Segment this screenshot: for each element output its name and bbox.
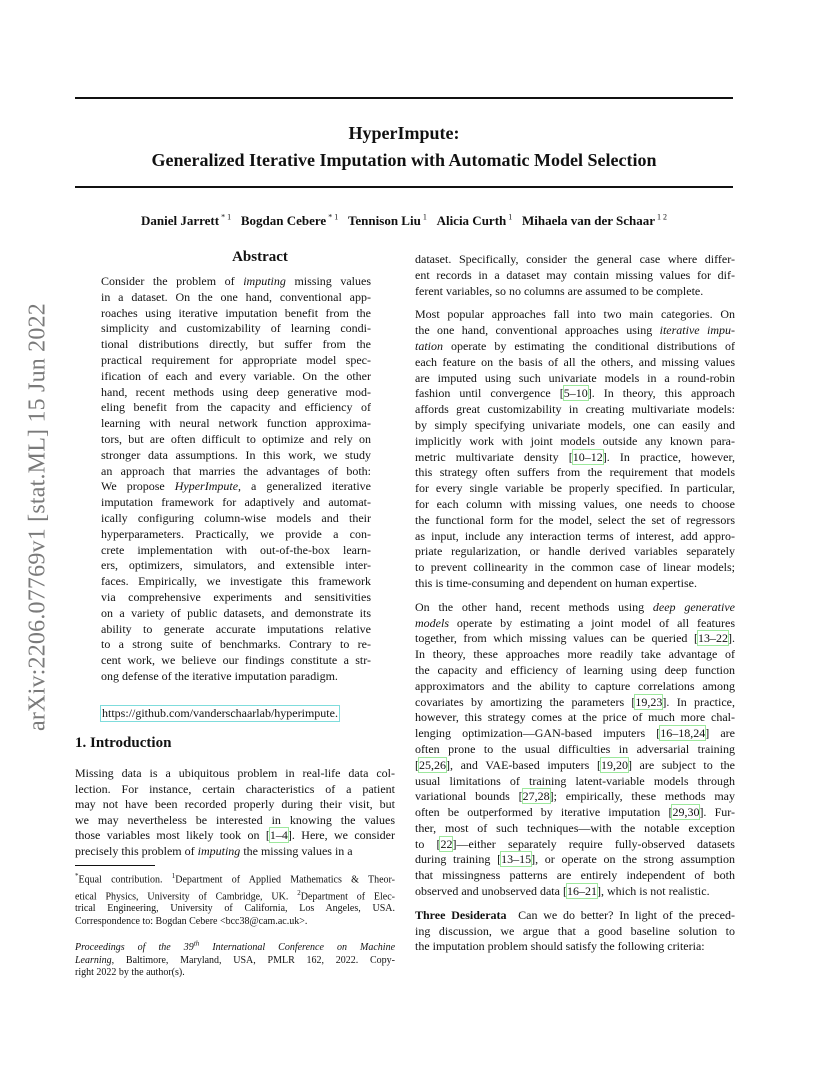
arxiv-stamp xyxy=(26,287,50,747)
para3-line: however, this strategy comes at the price of much more chal- xyxy=(415,710,735,725)
paragraph-2 xyxy=(415,307,735,591)
para2-line: are imputed using such univariate models in a round-robin xyxy=(415,370,735,385)
para2-line: Most popular approaches fall into two main categories. On xyxy=(415,307,735,322)
paragraph-3 xyxy=(415,600,735,900)
para4-line: ing discussion, we argue that a good baseline solution to xyxy=(415,923,735,938)
author-name: Tennison Liu xyxy=(347,213,421,229)
para1-line: ent records in a dataset may contain missing values for dif- xyxy=(415,267,735,282)
desiderata-heading: Three Desiderata xyxy=(415,907,507,922)
proceedings-note xyxy=(75,938,395,979)
author xyxy=(348,213,427,228)
para2-line: metric multivariate density [10–12]. In practice, however, xyxy=(415,449,735,464)
para3-line: In theory, these approaches more readily take advantage of xyxy=(415,647,735,662)
abstract-line: ification of each and every variable. On the other xyxy=(101,368,371,383)
para3-line: usual limitations of training latent-variable models through xyxy=(415,773,735,788)
abstract-text xyxy=(101,274,371,685)
abstract-line: an approach that marries the advantages of both: xyxy=(101,463,371,478)
abstract-line: ers, optimizers, simulators, and extensible inter- xyxy=(101,558,371,573)
intro-line: Missing data is a ubiquitous problem in real-life data col- xyxy=(75,766,395,780)
para3-line: observed and unobserved data [16–21], which is not realistic. xyxy=(415,884,710,899)
abstract-line: ong defense of the iterative imputation paradigm. xyxy=(101,668,338,683)
para3-line: often prone to the usual difficulties in adversarial training xyxy=(415,741,735,756)
para4-line: the imputation problem should satisfy the following criteria: xyxy=(415,939,705,954)
author-affiliation-marks: 1 xyxy=(506,213,513,222)
author-affiliation-marks: 1 2 xyxy=(655,213,668,222)
abstract-line: ically configuring column-wise models and their xyxy=(101,510,371,525)
para3-line: approximators and the ability to capture correlations among xyxy=(415,678,735,693)
section-heading-introduction: 1. Introduction xyxy=(75,735,172,751)
title-line-2: Generalized Iterative Imputation with Automatic Model Selection xyxy=(151,150,657,170)
para3-line: that missingness patterns are entirely independent of both xyxy=(415,868,735,883)
para4-line: Three Desiderata Can we do better? In light of the preced- xyxy=(415,907,735,922)
para2-line: to prevent collinearity in the common case of linear models; xyxy=(415,560,735,575)
bottom-title-rule xyxy=(75,186,733,188)
abstract-line: simplicity and customizability of learning condi- xyxy=(101,321,371,336)
para2-line: tation operate by estimating the conditional distributions of xyxy=(415,338,735,353)
para2-line: the one hand, conventional approaches using iterative impu- xyxy=(415,323,735,338)
para3-line: covariates by amortizing the parameters [19,23]. In practice, xyxy=(415,694,735,709)
para3-line: [25,26], and VAE-based imputers [19,20] are subject to the xyxy=(415,757,735,772)
abstract-line: hand, recent methods using deep generative mod- xyxy=(101,384,371,399)
right-column xyxy=(415,252,735,955)
para2-line: by simply specifying univariate models, one can easily and xyxy=(415,417,735,432)
author-name: Mihaela van der Schaar xyxy=(522,213,656,229)
abstract-line: on a variety of public datasets, and demonstrate its xyxy=(101,605,371,620)
abstract-line: ability to generate accurate imputations relative xyxy=(101,621,371,636)
abstract-line: cent work, we believe our findings constitute a str- xyxy=(101,653,371,668)
para2-line: implicitly work with joint models outside any known para- xyxy=(415,433,735,448)
abstract-line: faces. Empirically, we investigate this framework xyxy=(101,574,371,589)
para3-line: variational bounds [27,28]; empirically, these methods may xyxy=(415,789,735,804)
author-affiliation-marks: * 1 xyxy=(326,213,339,222)
author xyxy=(437,213,513,228)
author-affiliation-marks: 1 xyxy=(420,213,427,222)
para2-line: this is time-consuming and dependent on human expertise. xyxy=(415,575,697,590)
paragraph-3-desiderata xyxy=(415,908,735,955)
author xyxy=(141,213,231,228)
intro-line: may not have been recorded properly during their visit, but xyxy=(75,797,395,812)
para2-line: the functional form for the model, select the set of regressors xyxy=(415,512,735,527)
abstract-line: roaches using iterative imputation benefit from the xyxy=(101,305,371,320)
abstract-line: hyperparameters. Practically, we provide a con- xyxy=(101,526,371,541)
abstract-line: We propose HyperImpute, a generalized iterative xyxy=(101,479,372,494)
author-affiliation-marks: * 1 xyxy=(219,213,232,222)
proceedings-line: Proceedings of the 39th International Conference on Machine xyxy=(75,940,396,954)
top-rule xyxy=(75,97,733,99)
para2-line: for each column with missing values, one needs to choose xyxy=(415,496,735,511)
para2-line: priate regularization, or handle derived variables separately xyxy=(415,544,735,559)
abstract-line: stronger data assumptions. In this work, we study xyxy=(101,447,371,462)
abstract-line: tional distributions directly, but suffer from the xyxy=(101,337,371,352)
intro-line: precisely this problem of imputing the missing values in a xyxy=(75,843,353,858)
author-name: Alicia Curth xyxy=(436,213,507,229)
para3-line: to [22]—either separately require fully-observed datasets xyxy=(415,836,735,851)
author-list xyxy=(75,213,733,229)
abstract-line: eling benefit from the capacity and efficiency of xyxy=(101,400,371,415)
abstract-line: crete implementation with out-of-the-box learn- xyxy=(101,542,371,557)
footnote xyxy=(75,870,395,928)
proceedings-line: Learning, Baltimore, Maryland, USA, PMLR 162, 2022. Copy- xyxy=(75,954,395,966)
paragraph-1 xyxy=(415,252,735,299)
intro-text xyxy=(75,766,395,860)
abstract-line: Consider the problem of imputing missing values xyxy=(101,274,372,288)
paper-title xyxy=(75,120,733,174)
para3-line: lenging optimization—GAN-based imputers [16–18,24] are xyxy=(415,726,735,741)
author xyxy=(241,213,338,228)
intro-line: those variables most likely took on [1–4]. Here, we consider xyxy=(75,828,395,843)
abstract-line: practical requirement for appropriate model spec- xyxy=(101,352,371,367)
abstract-line: tors, but are often difficult to optimize and rely on xyxy=(101,431,371,446)
footnote-line: etical Physics, University of Cambridge, UK. $^2$Department of Elec- xyxy=(75,888,395,902)
para3-line: models operate by estimating a joint model of all features xyxy=(415,615,735,630)
para2-line: affords great customizability in creating multivariate models: xyxy=(415,402,735,417)
para3-line: ther, most of such techniques—with the notable exception xyxy=(415,820,735,835)
para1-line: ferent variables, so no columns are assumed to be complete. xyxy=(415,283,704,298)
intro-line: we may nevertheless be interested in knowing the values xyxy=(75,812,395,827)
para2-line: this strategy often suffers from the requirement that models xyxy=(415,465,735,480)
abstract-heading: Abstract xyxy=(232,249,288,265)
code-link[interactable]: https://github.com/vanderschaarlab/hyperimpute. xyxy=(102,706,338,720)
para3-line: together, from which missing values can be queried [13–22]. xyxy=(415,631,735,646)
footnote-line: trical Engineering, University of California, Los Angeles, USA. xyxy=(75,903,395,915)
para3-line: the capacity and efficiency of learning using deep function xyxy=(415,662,735,677)
author xyxy=(522,213,667,228)
footnote-rule xyxy=(75,865,155,866)
title-line-1: HyperImpute: xyxy=(348,123,460,143)
para3-line: On the other hand, recent methods using deep generative xyxy=(415,599,735,614)
abstract-line: learning with neural network function approxima- xyxy=(101,416,371,431)
para1-line: dataset. Specifically, consider the general case where differ- xyxy=(415,252,735,266)
para3-line: during training [13–15], or operate on the strong assumption xyxy=(415,852,735,867)
footnote-line: *Equal contribution. $^1$Department of Applied Mathematics & Theor- xyxy=(75,872,395,886)
footnote-line: Correspondence to: Bogdan Cebere <bcc38@cam.ac.uk>. xyxy=(75,915,308,927)
author-name: Daniel Jarrett xyxy=(140,213,220,229)
para2-line: for every single variable be properly specified. In particular, xyxy=(415,481,735,496)
para2-line: each feature on the basis of all the others, and missing values xyxy=(415,354,735,369)
abstract-line: via comprehensive experiments and sensitivities xyxy=(101,589,371,604)
proceedings-line: right 2022 by the author(s). xyxy=(75,966,185,978)
abstract-line: imputation framework for adaptively and automat- xyxy=(101,495,371,510)
arxiv-identifier: arXiv:2206.07769v1 [stat.ML] 15 Jun 2022 xyxy=(24,303,51,731)
para2-line: fashion until convergence [5–10]. In theory, this approach xyxy=(415,386,736,401)
intro-line: lection. For instance, certain characteristics of a patient xyxy=(75,781,395,796)
abstract-line: to a strong suite of benchmarks. Contrary to re- xyxy=(101,637,371,652)
para3-line: often be outperformed by iterative imputation [29,30]. Fur- xyxy=(415,805,735,820)
author-name: Bogdan Cebere xyxy=(240,213,327,229)
para2-line: as input, include any interaction terms of interest, add appro- xyxy=(415,528,735,543)
abstract-line: in a dataset. On the one hand, conventional app- xyxy=(101,289,371,304)
